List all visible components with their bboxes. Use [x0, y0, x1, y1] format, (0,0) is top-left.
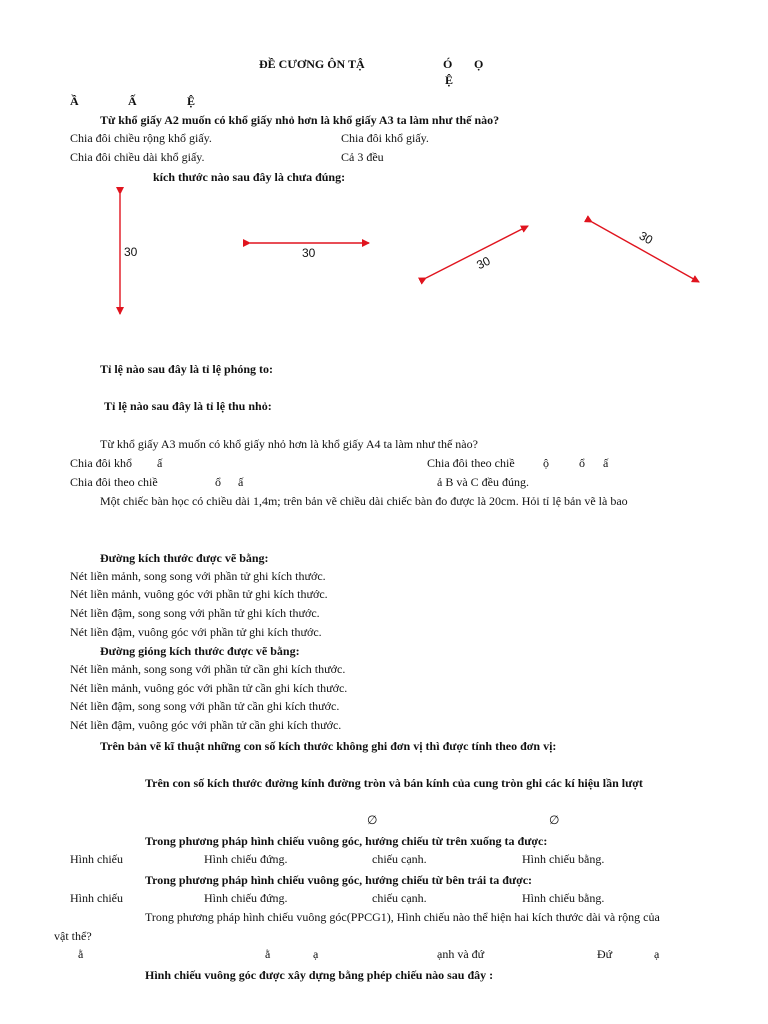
diameter-symbol: ∅ — [549, 813, 560, 827]
dimension-arrow-rising — [426, 226, 528, 278]
question-text-continued: vật thể? — [54, 929, 92, 943]
answer-option: Cả 3 đều — [341, 150, 384, 164]
answer-fragment: ằ — [78, 947, 84, 961]
question-text: Một chiếc bàn học có chiều dài 1,4m; trên bản vẽ chiều dài chiếc bàn đo được là 20cm. Hỏi tỉ lệ bản vẽ là bao — [100, 494, 628, 508]
page-title: ĐỀ CƯƠNG ÔN TẬ — [259, 57, 365, 71]
answer-option: Chia đôi khổ — [70, 456, 132, 470]
answer-option: Hình chiếu đứng. — [204, 852, 288, 866]
question-text: Đường gióng kích thước được vẽ bằng: — [100, 644, 300, 658]
section-heading-fragment: Ầ — [70, 94, 79, 108]
question-text: Trong phương pháp hình chiếu vuông góc(PPCG1), Hình chiếu nào thể hiện hai kích thước dài và rộng của — [145, 910, 660, 924]
answer-fragment: ộ — [543, 456, 549, 470]
title-fragment: Ọ — [474, 57, 484, 71]
answer-fragment: ổ — [215, 475, 221, 489]
dimension-label: 30 — [302, 246, 316, 260]
section-heading-fragment: Ệ — [187, 94, 196, 108]
answer-fragment: ấ — [157, 456, 163, 470]
answer-fragment: ấ — [238, 475, 244, 489]
title-fragment: Ệ — [445, 73, 454, 87]
answer-option: chiếu cạnh. — [372, 852, 427, 866]
answer-option: Hình chiếu — [70, 852, 123, 866]
question-text: Tỉ lệ nào sau đây là tỉ lệ thu nhỏ: — [104, 399, 272, 413]
answer-option: ả B và C đều đúng. — [437, 475, 529, 489]
answer-option: Chia đôi khổ giấy. — [341, 131, 429, 145]
dimension-label: 30 — [474, 253, 493, 273]
answer-option: Hình chiếu — [70, 891, 123, 905]
answer-option: Hình chiếu bằng. — [522, 891, 605, 905]
dimension-label: 30 — [124, 245, 138, 259]
question-text: Trong phương pháp hình chiếu vuông góc, hướng chiếu từ bên trái ta được: — [145, 873, 533, 887]
answer-fragment: ạnh và đứ — [437, 947, 485, 961]
answer-option: Nét liền đậm, vuông góc với phần tử cần ghi kích thước. — [70, 718, 342, 732]
answer-option: Nét liền mảnh, vuông góc với phần tử ghi kích thước. — [70, 587, 328, 601]
dimension-label: 30 — [636, 228, 656, 248]
question-text: Trong phương pháp hình chiếu vuông góc, hướng chiếu từ trên xuống ta được: — [145, 834, 548, 848]
answer-option: Hình chiếu bằng. — [522, 852, 605, 866]
answer-option: Chia đôi chiều rộng khổ giấy. — [70, 131, 212, 145]
question-text: Từ khổ giấy A2 muốn có khổ giấy nhỏ hơn là khổ giấy A3 ta làm như thế nào? — [100, 113, 500, 127]
answer-option: Nét liền mảnh, vuông góc với phần tử cần ghi kích thước. — [70, 681, 348, 695]
answer-fragment: Đứ — [597, 947, 613, 961]
question-text: Trên bản vẽ kĩ thuật những con số kích thước không ghi đơn vị thì được tính theo đơn vị: — [100, 739, 557, 753]
answer-option: chiếu cạnh. — [372, 891, 427, 905]
answer-option: Nét liền đậm, song song với phần tử ghi kích thước. — [70, 606, 320, 620]
answer-option: Chia đôi theo chiề — [427, 456, 515, 470]
answer-fragment: ấ — [603, 456, 609, 470]
answer-option: Nét liền đậm, song song với phần tử cần ghi kích thước. — [70, 699, 340, 713]
answer-option: Chia đôi theo chiề — [70, 475, 158, 489]
question-text: Từ khổ giấy A3 muốn có khổ giấy nhỏ hơn là khổ giấy A4 ta làm như thế nào? — [100, 437, 478, 451]
diameter-symbol: ∅ — [367, 813, 378, 827]
answer-fragment: ạ — [313, 947, 319, 961]
question-text: kích thước nào sau đây là chưa đúng: — [153, 170, 346, 184]
section-heading-fragment: Ấ — [128, 94, 137, 108]
title-fragment: Ó — [443, 57, 453, 71]
answer-option: Nét liền đậm, vuông góc với phần tử ghi kích thước. — [70, 625, 322, 639]
question-text: Trên con số kích thước đường kính đường tròn và bán kính của cung tròn ghi các kí hiệu lần lượt — [145, 776, 643, 790]
answer-option: Chia đôi chiều dài khổ giấy. — [70, 150, 205, 164]
answer-option: Nét liền mảnh, song song với phần tử cần ghi kích thước. — [70, 662, 346, 676]
question-text: Tỉ lệ nào sau đây là tỉ lệ phóng to: — [100, 362, 274, 376]
answer-option: Nét liền mảnh, song song với phần tử ghi kích thước. — [70, 569, 326, 583]
answer-fragment: ổ — [579, 456, 585, 470]
answer-option: Hình chiếu đứng. — [204, 891, 288, 905]
question-text: Đường kích thước được vẽ bằng: — [100, 551, 269, 565]
answer-fragment: ạ — [654, 947, 660, 961]
question-text: Hình chiếu vuông góc được xây dựng bằng phép chiếu nào sau đây : — [145, 968, 494, 982]
answer-fragment: ằ — [265, 947, 271, 961]
